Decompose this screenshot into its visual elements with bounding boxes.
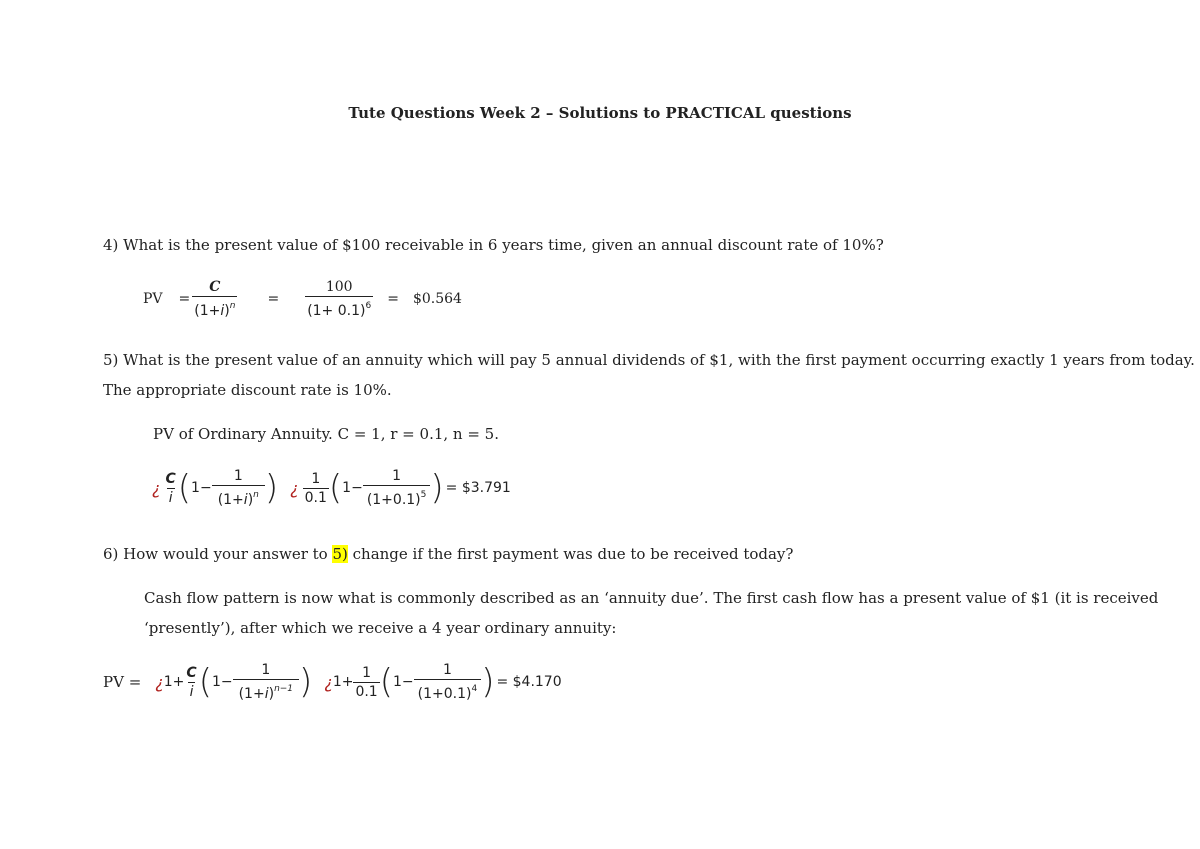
q4-numerator-value: 100 [325,279,353,295]
q6-result: = $4.170 [496,674,562,690]
q6-one-plus: 1+ [163,674,185,690]
q4-numerator-c: C [209,279,221,295]
q6-glyph: ¿ [155,672,164,692]
left-paren: ( [379,662,393,702]
q5-glyph: ¿ [152,478,161,498]
q5-one-minus: 1− [342,480,363,496]
q6-glyph: ¿ [324,672,333,692]
q5-note: PV of Ordinary Annuity. C = 1, r = 0.1, n = 5. [153,425,499,443]
right-paren: ) [430,468,444,508]
right-paren: ) [481,662,495,702]
q6-c-over-i: $\frac{C}{i}$ [186,664,197,700]
equals-sign: = [178,291,191,307]
q6-paragraph-line-2: ‘presently’), after which we receive a 4 year ordinary annuity: [144,619,617,637]
right-paren: ) [264,468,279,508]
q5-glyph: ¿ [290,478,299,498]
q6-equation [103,661,562,703]
q6-value-fraction: $\frac{1}{(1+0.1)^4}$ [414,661,482,703]
q6-paragraph-line-1: Cash flow pattern is now what is commonly described as an ‘annuity due’. The first cash flow has a present value of $1 (it is received [144,589,1159,607]
q5-equation [152,467,511,509]
q5-value-fraction: $\frac{1}{(1+0.1)^5}$ [363,467,431,509]
q4-denominator-value: $(1+ 0.1)^6$ [305,296,373,320]
left-paren: ( [328,468,343,508]
q4-value-fraction [305,278,373,320]
q5-c-over-i: $\frac{C}{i}$ [165,470,176,506]
equals-sign: = [387,291,399,307]
q5-one-over-rate: $\frac{1}{0.1}$ [304,470,327,506]
question-5-line-2: The appropriate discount rate is 10%. [103,381,392,399]
q6-one-minus: 1− [392,674,414,690]
q6-pv-label: PV = [103,673,142,691]
equals-sign: = [267,291,280,307]
question-5-line-1: 5) What is the present value of an annuity which will pay 5 annual dividends of $1, with the first payment occurring exactly 1 years from today. [103,351,1195,369]
q6-one-minus: 1− [211,674,233,690]
q6-one-plus: 1+ [332,674,354,690]
left-paren: ( [198,662,212,702]
highlight-reference: 5) [332,545,348,563]
q4-result: $0.564 [412,291,462,307]
question-4: 4) What is the present value of $100 receivable in 6 years time, given an annual discount rate of 10%? [103,236,884,254]
q5-one-minus: 1− [191,480,212,496]
q5-inner-fraction: $\frac{1}{(1+i)^n}$ [212,467,265,509]
q4-denominator: $(1+i)^n$ [192,296,237,320]
q4-equation [143,278,462,320]
left-paren: ( [177,468,192,508]
q4-pv-label: PV [143,291,163,307]
page-title: Tute Questions Week 2 – Solutions to PRACTICAL questions [348,104,852,122]
q5-result: = $3.791 [445,480,511,496]
question-6: 6) How would your answer to 5) change if the first payment was due to be received today? [103,545,794,563]
q6-inner-fraction: $\frac{1}{(1+i)^{n-1}}$ [233,661,299,703]
q6-one-over-rate: $\frac{1}{0.1}$ [355,664,378,700]
right-paren: ) [299,662,313,702]
q4-formula-fraction [192,278,237,320]
